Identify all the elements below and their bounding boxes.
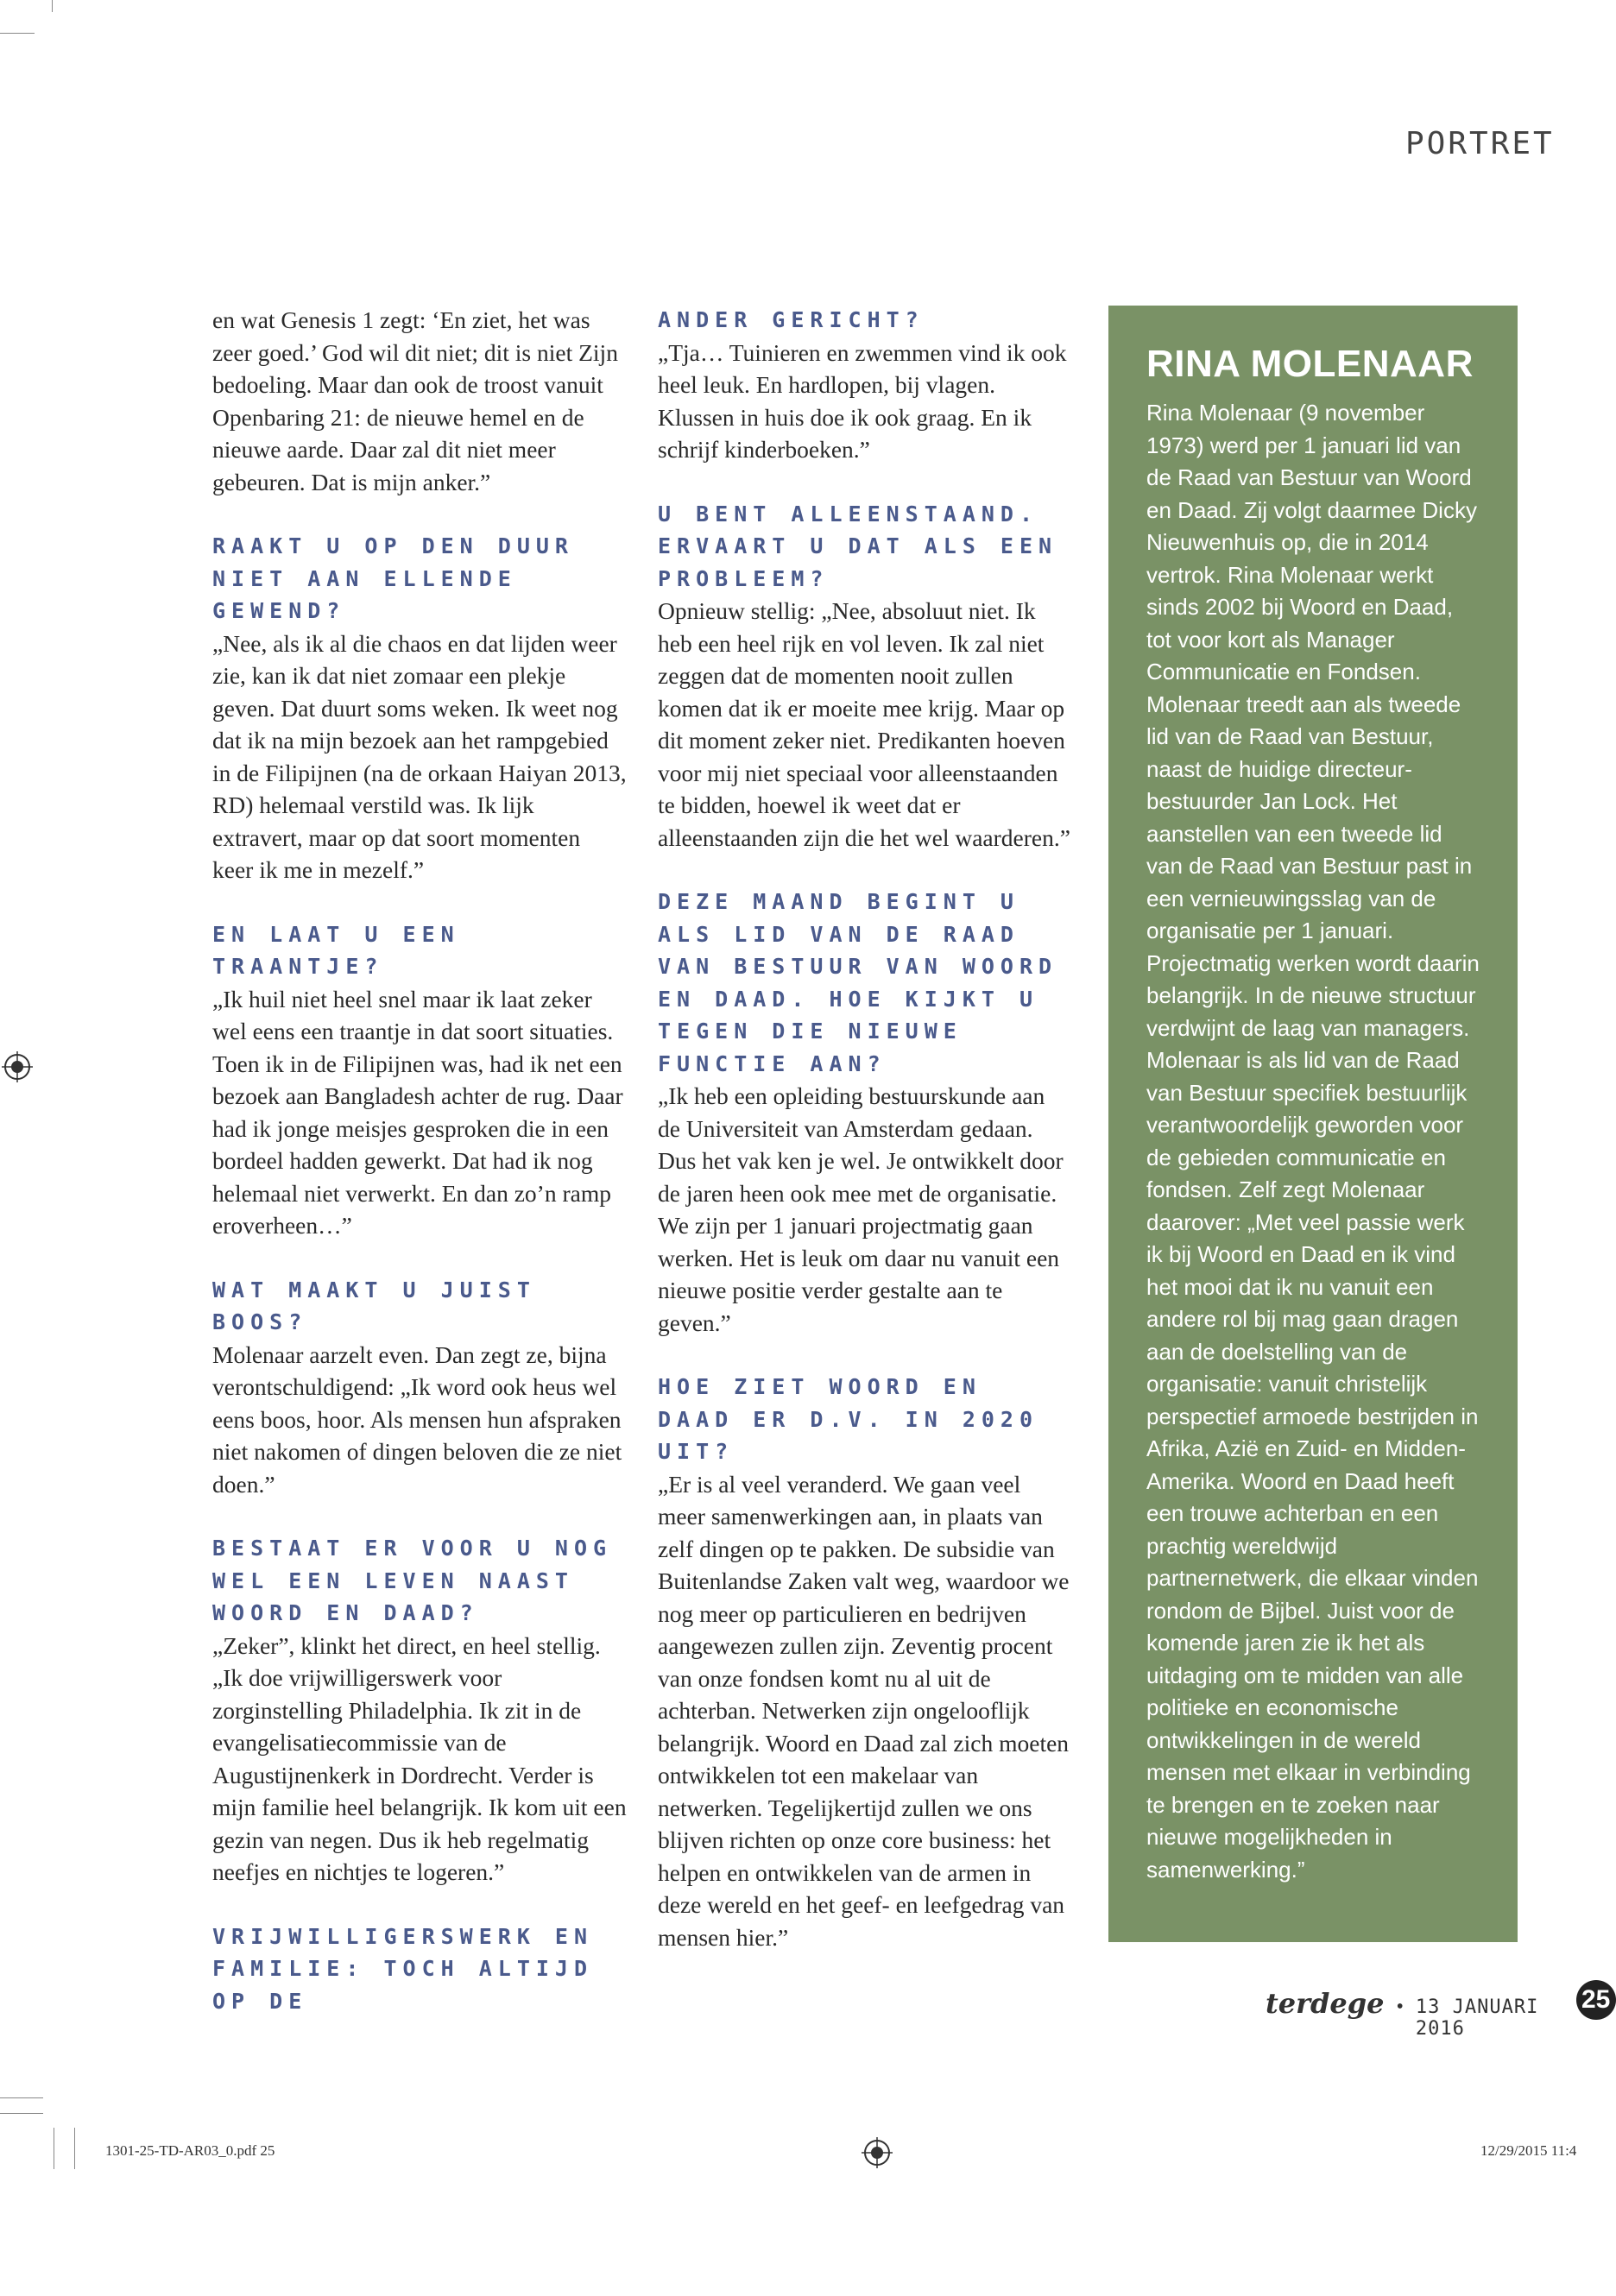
magazine-brand: terdege (1266, 1987, 1385, 2020)
qa-block (212, 918, 627, 1242)
qa-block (212, 1274, 627, 1501)
article-column-1 (212, 304, 627, 2049)
interview-question: U BENT ALLEENSTAAND. ERVAART U DAT ALS EEN PROBLEEM? (658, 501, 1058, 591)
article-column-2 (658, 304, 1072, 1985)
interview-answer: „Ik huil niet heel snel maar ik laat zeker wel eens een traantje in dat soort situaties. Toen ik in de Filipijnen was, had ik net een bezoek aan Bangladesh achter de rug. Daar had ik jonge meisjes gesproken die in een bordeel hadden gewerkt. Dat had ik nog helemaal niet verwerkt. En dan zo’n ramp eroverheen…” (212, 985, 623, 1239)
interview-answer: „Ik heb een opleiding bestuurskunde aan de Universiteit van Amsterdam gedaan. Dus het vak ken je wel. Je ontwikkelt door de jaren heen ook mee met de organisatie. We zijn per 1 januari projectmatig gaan werken. Het is leuk om daar nu vanuit een nieuwe positie verder gestalte aan te geven.” (658, 1082, 1064, 1336)
crop-mark (52, 0, 53, 12)
registration-mark-icon (862, 2137, 893, 2168)
interview-question: DEZE MAAND BEGINT U ALS LID VAN DE RAAD VAN BESTUUR VAN WOORD EN DAAD. HOE KIJKT U TEGEN DIE NIEUWE FUNCTIE AAN? (658, 889, 1058, 1076)
interview-question: RAAKT U OP DEN DUUR NIET AAN ELLENDE GEWEND? (212, 533, 574, 623)
page-number: 25 (1581, 1985, 1611, 2014)
interview-question: VRIJWILLIGERSWERK EN FAMILIE: TOCH ALTIJD OP DE (212, 1923, 594, 2014)
section-label: PORTRET (1405, 126, 1555, 161)
qa-block (658, 498, 1072, 855)
interview-answer: „Nee, als ik al die chaos en dat lijden weer zie, kan ik dat niet zomaar een plekje geven. Dat duurt soms weken. Ik weet nog dat ik na mijn bezoek aan het rampgebied in de Filipijnen (na de orkaan Haiyan 2013, RD) helemaal verstild was. Ik lijk extravert, maar op dat soort momenten keer ik me in mezelf.” (212, 629, 627, 883)
qa-block (658, 304, 1072, 466)
sidebar-title: RINA MOLENAAR (1146, 343, 1474, 385)
interview-question: BESTAAT ER VOOR U NOG WEL EEN LEVEN NAAST WOORD EN DAAD? (212, 1536, 613, 1625)
interview-answer: „Tja… Tuinieren en zwemmen vind ik ook heel leuk. En hardlopen, bij vlagen. Klussen in huis doe ik ook graag. En ik schrijf kinderboeken.” (658, 338, 1067, 463)
interview-question: HOE ZIET WOORD EN DAAD ER D.V. IN 2020 UIT? (658, 1374, 1039, 1464)
crop-mark (0, 33, 35, 34)
qa-block (658, 886, 1072, 1339)
interview-question: WAT MAAKT U JUIST BOOS? (212, 1277, 536, 1334)
interview-answer: Opnieuw stellig: „Nee, absoluut niet. Ik heb een heel rijk en vol leven. Ik zal niet zeggen dat de momenten nooit zullen komen dat ik er moeite mee krijg. Maar op dit moment zeker niet. Predikanten hoeven voor mij niet speciaal voor alleenstaanden te bidden, hoewel ik weet dat er alleenstaanden zijn die het wel waarderen.” (658, 597, 1070, 851)
qa-block (212, 1532, 627, 1889)
interview-answer: „Zeker”, klinkt het direct, en heel stellig. „Ik doe vrijwilligerswerk voor zorginstelling Philadelphia. Ik zit in de evangelisatiecommissie van de Augustijnenkerk in Dordrecht. Verder is mijn familie heel belangrijk. Ik kom uit een gezin van negen. Dus ik heb regelmatig neefjes en nichtjes te logeren.” (212, 1631, 627, 1885)
registration-mark-icon (2, 1051, 33, 1082)
qa-block (212, 530, 627, 886)
slug-timestamp: 12/29/2015 11:4 (1480, 2142, 1577, 2159)
issue-date: 13 JANUARI 2016 (1415, 1996, 1539, 2040)
crop-mark (74, 2128, 75, 2169)
interview-answer: „Er is al veel veranderd. We gaan veel meer samenwerkingen aan, in plaats van zelf dingen op te pakken. De subsidie van Buitenlandse Zaken valt weg, waardoor we nog meer op particulieren en bedrijven aangewezen zullen zijn. Zeventig procent van onze fondsen komt nu al uit de achterban. Netwerken zijn ongelooflijk belangrijk. Woord en Daad zal zich moeten ontwikkelen tot een makelaar van netwerken. Tegelijkertijd zullen we ons blijven richten op onze core business: het helpen en ontwikkelen van de armen in deze wereld en het geef- en leefgedrag van mensen hier.” (658, 1470, 1070, 1951)
slug-filename: 1301-25-TD-AR03_0.pdf 25 (105, 2142, 275, 2159)
profile-sidebar (1108, 306, 1518, 1942)
crop-mark (0, 2113, 43, 2114)
qa-block (212, 304, 627, 498)
interview-question: ANDER GERICHT? (658, 307, 925, 332)
qa-block (212, 1921, 627, 2018)
interview-answer: en wat Genesis 1 zegt: ‘En ziet, het was zeer goed.’ God wil dit niet; dit is niet Zijn bedoeling. Maar dan ook de troost vanuit Openbaring 21: de nieuwe hemel en de nieuwe aarde. Daar zal dit niet meer gebeuren. Dat is mijn anker.” (212, 306, 618, 495)
footer-separator: • (1396, 1996, 1404, 2018)
sidebar-text: Rina Molenaar (9 november 1973) werd per 1 januari lid van de Raad van Bestuur van Woord en Daad. Zij volgt daarmee Dicky Nieuwenhuis op, die in 2014 vertrok. Rina Molenaar werkt sinds 2002 bij Woord en Daad, tot voor kort als Manager Communicatie en Fondsen. Molenaar treedt aan als tweede lid van de Raad van Bestuur, naast de huidige directeur-bestuurder Jan Lock. Het aanstellen van een tweede lid van de Raad van Bestuur past in een vernieuwingsslag van de organisatie per 1 januari. Projectmatig werken wordt daarin belangrijk. In de nieuwe structuur verdwijnt de laag van managers. Molenaar is als lid van de Raad van Bestuur specifiek bestuurlijk verantwoordelijk geworden voor de gebieden communicatie en fondsen. Zelf zegt Molenaar daarover: „Met veel passie werk ik bij Woord en Daad en ik vind het mooi dat ik nu vanuit een andere rol bij mag gaan dragen aan de doelstelling van de organisatie: vanuit christelijk perspectief armoede bestrijden in Afrika, Azië en Zuid- en Midden-Amerika. Woord en Daad heeft een trouwe achterban en een prachtig wereldwijd partnernetwerk, die elkaar vinden rondom de Bijbel. Juist voor de komende jaren zie ik het als uitdaging om te midden van alle politieke en economische ontwikkelingen in de wereld mensen met elkaar in verbinding te brengen en te zoeken naar nieuwe mogelijkheden in samenwerking.” (1146, 400, 1480, 1883)
crop-mark (0, 2097, 43, 2098)
interview-answer: Molenaar aarzelt even. Dan zegt ze, bijna verontschuldigend: „Ik word ook heus wel eens boos, hoor. Als mensen hun afspraken niet nakomen of dingen beloven die ze niet doen.” (212, 1340, 622, 1498)
interview-question: EN LAAT U EEN TRAANTJE? (212, 921, 460, 979)
page-footer (1266, 1987, 1593, 2040)
qa-block (658, 1371, 1072, 1953)
